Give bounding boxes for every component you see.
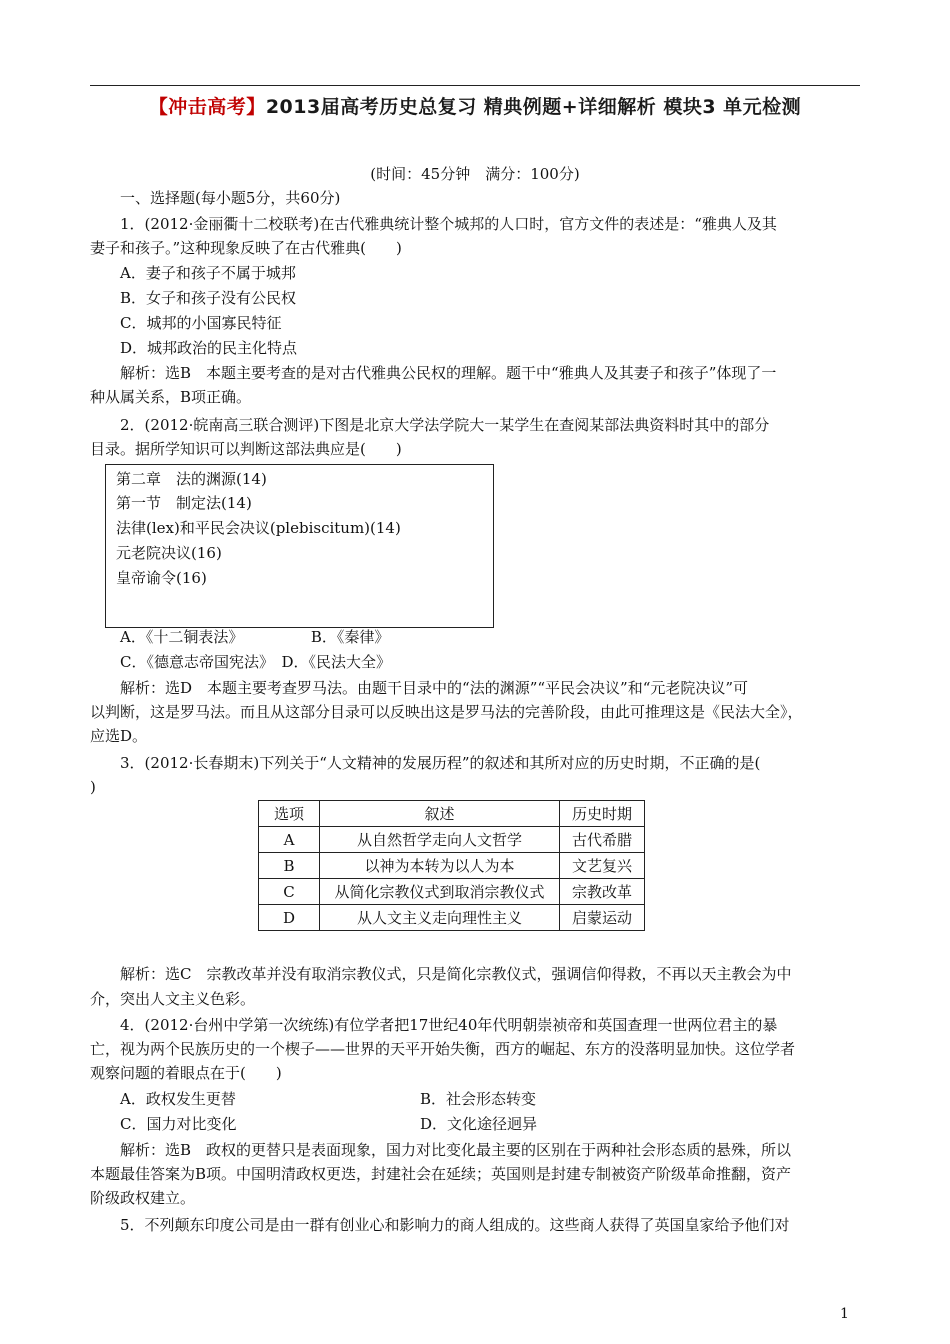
q4-answer-line3: 阶级政权建立。 <box>90 1189 196 1207</box>
q2-answer-line1: 解析：选D 本题主要考查罗马法。由题干目录中的“法的渊源”“平民会决议”和“元老院决议”可 <box>120 679 749 697</box>
q3-table <box>258 800 645 931</box>
table-cell: A <box>259 827 320 853</box>
contents-line: 法律(lex)和平民会决议(plebiscitum)(14) <box>116 519 401 537</box>
contents-line: 皇帝谕令(16) <box>116 569 207 587</box>
q2-answer-line2: 以判断，这是罗马法。而且从这部分目录可以反映出这是罗马法的完善阶段，由此可推理这是《民法大全》， <box>90 703 803 721</box>
q5-stem-line1: 5．不列颠东印度公司是由一群有创业心和影响力的商人组成的。这些商人获得了英国皇家给予他们对 <box>120 1216 790 1234</box>
q3-stem-line2: ) <box>90 778 96 796</box>
q4-option-b: B．社会形态转变 <box>420 1090 537 1108</box>
table-row <box>259 905 645 931</box>
q3-answer-line2: 介，突出人文主义色彩。 <box>90 990 256 1008</box>
table-cell: 以神为本转为以人为本 <box>320 853 560 879</box>
q4-option-d: D．文化途径迥异 <box>420 1115 538 1133</box>
table-header-cell: 选项 <box>259 801 320 827</box>
page-number: 1 <box>840 1306 849 1322</box>
table-cell: 文艺复兴 <box>560 853 645 879</box>
q4-stem-line1: 4．(2012·台州中学第一次统练)有位学者把17世纪40年代明朝崇祯帝和英国查理一世两位君主的暴 <box>120 1016 778 1034</box>
table-row <box>259 853 645 879</box>
table-header-cell: 叙述 <box>320 801 560 827</box>
section-heading: 一、选择题(每小题5分，共60分) <box>120 189 341 207</box>
q1-answer-line2: 种从属关系，B项正确。 <box>90 388 252 406</box>
contents-line: 元老院决议(16) <box>116 544 222 562</box>
table-cell: D <box>259 905 320 931</box>
q1-stem-line1: 1．(2012·金丽衢十二校联考)在古代雅典统计整个城邦的人口时，官方文件的表述是：“雅典人及其 <box>120 215 777 233</box>
table-cell: 从简化宗教仪式到取消宗教仪式 <box>320 879 560 905</box>
q4-answer-line1: 解析：选B 政权的更替只是表面现象，国力对比变化最主要的区别在于两种社会形态质的悬殊，所以 <box>120 1141 792 1159</box>
title-main: 2013届高考历史总复习 精典例题+详细解析 模块3 单元检测 <box>265 96 802 118</box>
q2-stem-line2: 目录。据所学知识可以判断这部法典应是( ) <box>90 440 402 458</box>
table-cell: C <box>259 879 320 905</box>
q1-option-c: C．城邦的小国寡民特征 <box>120 314 282 332</box>
table-cell: 宗教改革 <box>560 879 645 905</box>
q2-options-line1: A．《十二铜表法》 B．《秦律》 <box>120 628 390 646</box>
table-cell: 古代希腊 <box>560 827 645 853</box>
table-header-cell: 历史时期 <box>560 801 645 827</box>
q4-stem-line2: 亡，视为两个民族历史的一个楔子——世界的天平开始失衡，西方的崛起、东方的没落明显加快。这位学者 <box>90 1040 796 1058</box>
table-cell: 启蒙运动 <box>560 905 645 931</box>
exam-meta: (时间：45分钟 满分：100分) <box>370 165 580 183</box>
q2-options-line2: C．《德意志帝国宪法》 D．《民法大全》 <box>120 653 392 671</box>
q3-answer-line1: 解析：选C 宗教改革并没有取消宗教仪式，只是简化宗教仪式，强调信仰得救，不再以天主教会为中 <box>120 965 792 983</box>
contents-line: 第一节 制定法(14) <box>116 494 252 512</box>
q2-contents-box <box>105 464 494 628</box>
q4-stem-line3: 观察问题的着眼点在于( ) <box>90 1064 282 1082</box>
table-row <box>259 827 645 853</box>
table-cell: B <box>259 853 320 879</box>
table-cell: 从自然哲学走向人文哲学 <box>320 827 560 853</box>
q2-stem-line1: 2．(2012·皖南高三联合测评)下图是北京大学法学院大一某学生在查阅某部法典资料时其中的部分 <box>120 416 770 434</box>
q4-answer-line2: 本题最佳答案为B项。中国明清政权更迭，封建社会在延续；英国则是封建专制被资产阶级革命推翻，资产 <box>90 1165 792 1183</box>
q4-option-c: C．国力对比变化 <box>120 1115 237 1133</box>
title-prefix: 【冲击高考】 <box>148 96 266 118</box>
header-rule <box>90 85 860 86</box>
q1-option-d: D．城邦政治的民主化特点 <box>120 339 298 357</box>
q1-stem-line2: 妻子和孩子。”这种现象反映了在古代雅典( ) <box>90 239 402 257</box>
table-header-row <box>259 801 645 827</box>
table-cell: 从人文主义走向理性主义 <box>320 905 560 931</box>
table-row <box>259 879 645 905</box>
contents-line: 第二章 法的渊源(14) <box>116 470 267 488</box>
q2-answer-line3: 应选D。 <box>90 727 148 745</box>
q4-option-a: A．政权发生更替 <box>120 1090 236 1108</box>
q1-option-a: A．妻子和孩子不属于城邦 <box>120 264 296 282</box>
page-title <box>90 92 860 119</box>
q3-stem-line1: 3．(2012·长春期末)下列关于“人文精神的发展历程”的叙述和其所对应的历史时期，不正确的是( <box>120 754 761 772</box>
q1-option-b: B．女子和孩子没有公民权 <box>120 289 297 307</box>
q1-answer-line1: 解析：选B 本题主要考查的是对古代雅典公民权的理解。题干中“雅典人及其妻子和孩子”体现了一 <box>120 364 777 382</box>
